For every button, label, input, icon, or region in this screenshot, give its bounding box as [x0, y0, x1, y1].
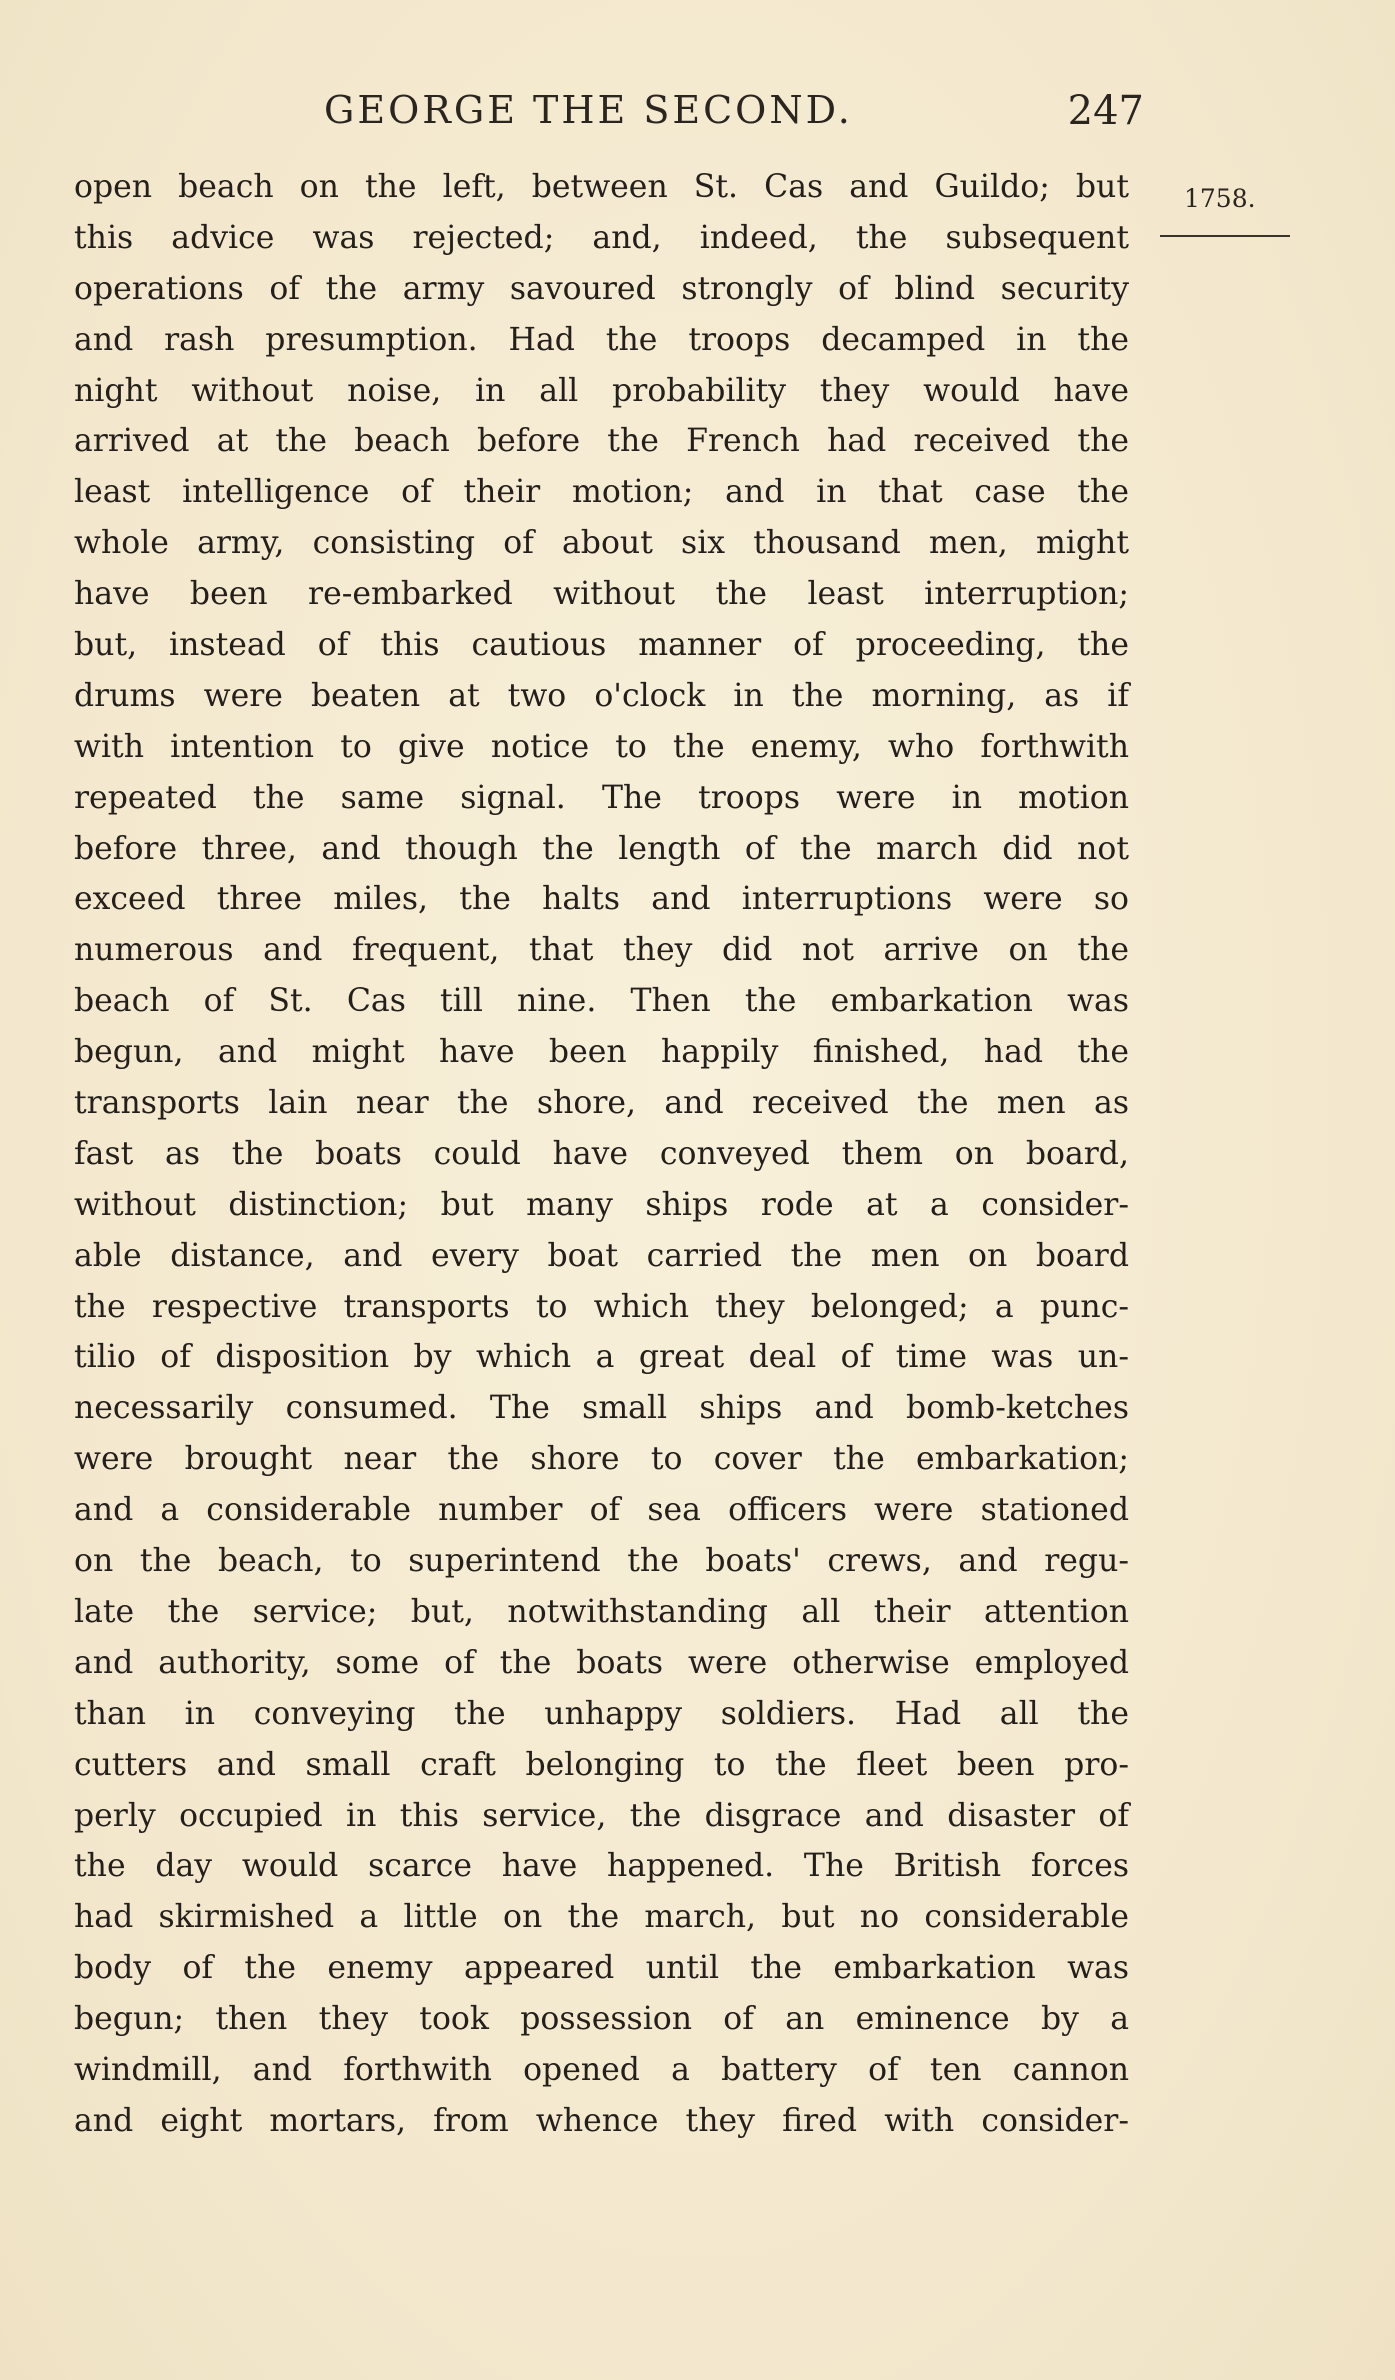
- text-line: this advice was rejected; and, indeed, the subsequent: [74, 219, 1129, 256]
- body-text: [74, 162, 1129, 2147]
- text-line: and eight mortars, from whence they fired with consider-: [74, 2102, 1129, 2139]
- text-line: before three, and though the length of the march did not: [74, 830, 1129, 867]
- text-line: but, instead of this cautious manner of proceeding, the: [74, 627, 1129, 664]
- text-line: exceed three miles, the halts and interruptions were so: [74, 881, 1129, 918]
- text-line: able distance, and every boat carried the men on board: [74, 1237, 1129, 1274]
- text-line: late the service; but, notwithstanding all their attention: [74, 1593, 1129, 1630]
- margin-year: 1758.: [1184, 184, 1256, 213]
- text-line: windmill, and forthwith opened a battery of ten cannon: [74, 2051, 1129, 2088]
- page-number: 247: [1067, 88, 1144, 134]
- text-line: begun; then they took possession of an eminence by a: [74, 2001, 1129, 2038]
- text-line: necessarily consumed. The small ships and bomb-ketches: [74, 1390, 1129, 1427]
- text-line: perly occupied in this service, the disgrace and disaster of: [74, 1797, 1129, 1834]
- text-line: without distinction; but many ships rode at a consider-: [74, 1186, 1129, 1223]
- text-line: and rash presumption. Had the troops decamped in the: [74, 321, 1129, 358]
- text-line: with intention to give notice to the enemy, who forthwith: [74, 728, 1129, 765]
- text-line: operations of the army savoured strongly of blind security: [74, 270, 1129, 307]
- text-line: the respective transports to which they belonged; a punc-: [74, 1288, 1129, 1325]
- text-line: numerous and frequent, that they did not arrive on the: [74, 932, 1129, 969]
- text-line: arrived at the beach before the French had received the: [74, 423, 1129, 460]
- text-line: and a considerable number of sea officers were stationed: [74, 1492, 1129, 1529]
- text-line: cutters and small craft belonging to the fleet been pro-: [74, 1746, 1129, 1783]
- text-line: whole army, consisting of about six thousand men, might: [74, 525, 1129, 562]
- text-line: fast as the boats could have conveyed them on board,: [74, 1135, 1129, 1172]
- text-line: have been re-embarked without the least interruption;: [74, 576, 1129, 613]
- text-line: repeated the same signal. The troops were in motion: [74, 779, 1129, 816]
- text-line: night without noise, in all probability they would have: [74, 372, 1129, 409]
- text-line: the day would scarce have happened. The British forces: [74, 1848, 1129, 1885]
- running-head: [74, 88, 1144, 148]
- text-line: drums were beaten at two o'clock in the morning, as if: [74, 677, 1129, 714]
- margin-rule: [1160, 235, 1290, 237]
- running-title: GEORGE THE SECOND.: [324, 88, 853, 132]
- text-line: beach of St. Cas till nine. Then the embarkation was: [74, 983, 1129, 1020]
- text-line: than in conveying the unhappy soldiers. Had all the: [74, 1695, 1129, 1732]
- text-line: begun, and might have been happily finished, had the: [74, 1034, 1129, 1071]
- text-line: transports lain near the shore, and received the men as: [74, 1085, 1129, 1122]
- text-line: open beach on the left, between St. Cas and Guildo; but: [74, 169, 1129, 205]
- text-line: on the beach, to superintend the boats' crews, and regu-: [74, 1543, 1129, 1580]
- text-line: body of the enemy appeared until the embarkation was: [74, 1950, 1129, 1987]
- text-line: least intelligence of their motion; and in that case the: [74, 474, 1129, 511]
- text-line: tilio of disposition by which a great deal of time was un-: [74, 1339, 1129, 1376]
- text-line: were brought near the shore to cover the embarkation;: [74, 1441, 1129, 1478]
- text-line: and authority, some of the boats were otherwise employed: [74, 1644, 1129, 1681]
- text-line: had skirmished a little on the march, but no considerable: [74, 1899, 1129, 1936]
